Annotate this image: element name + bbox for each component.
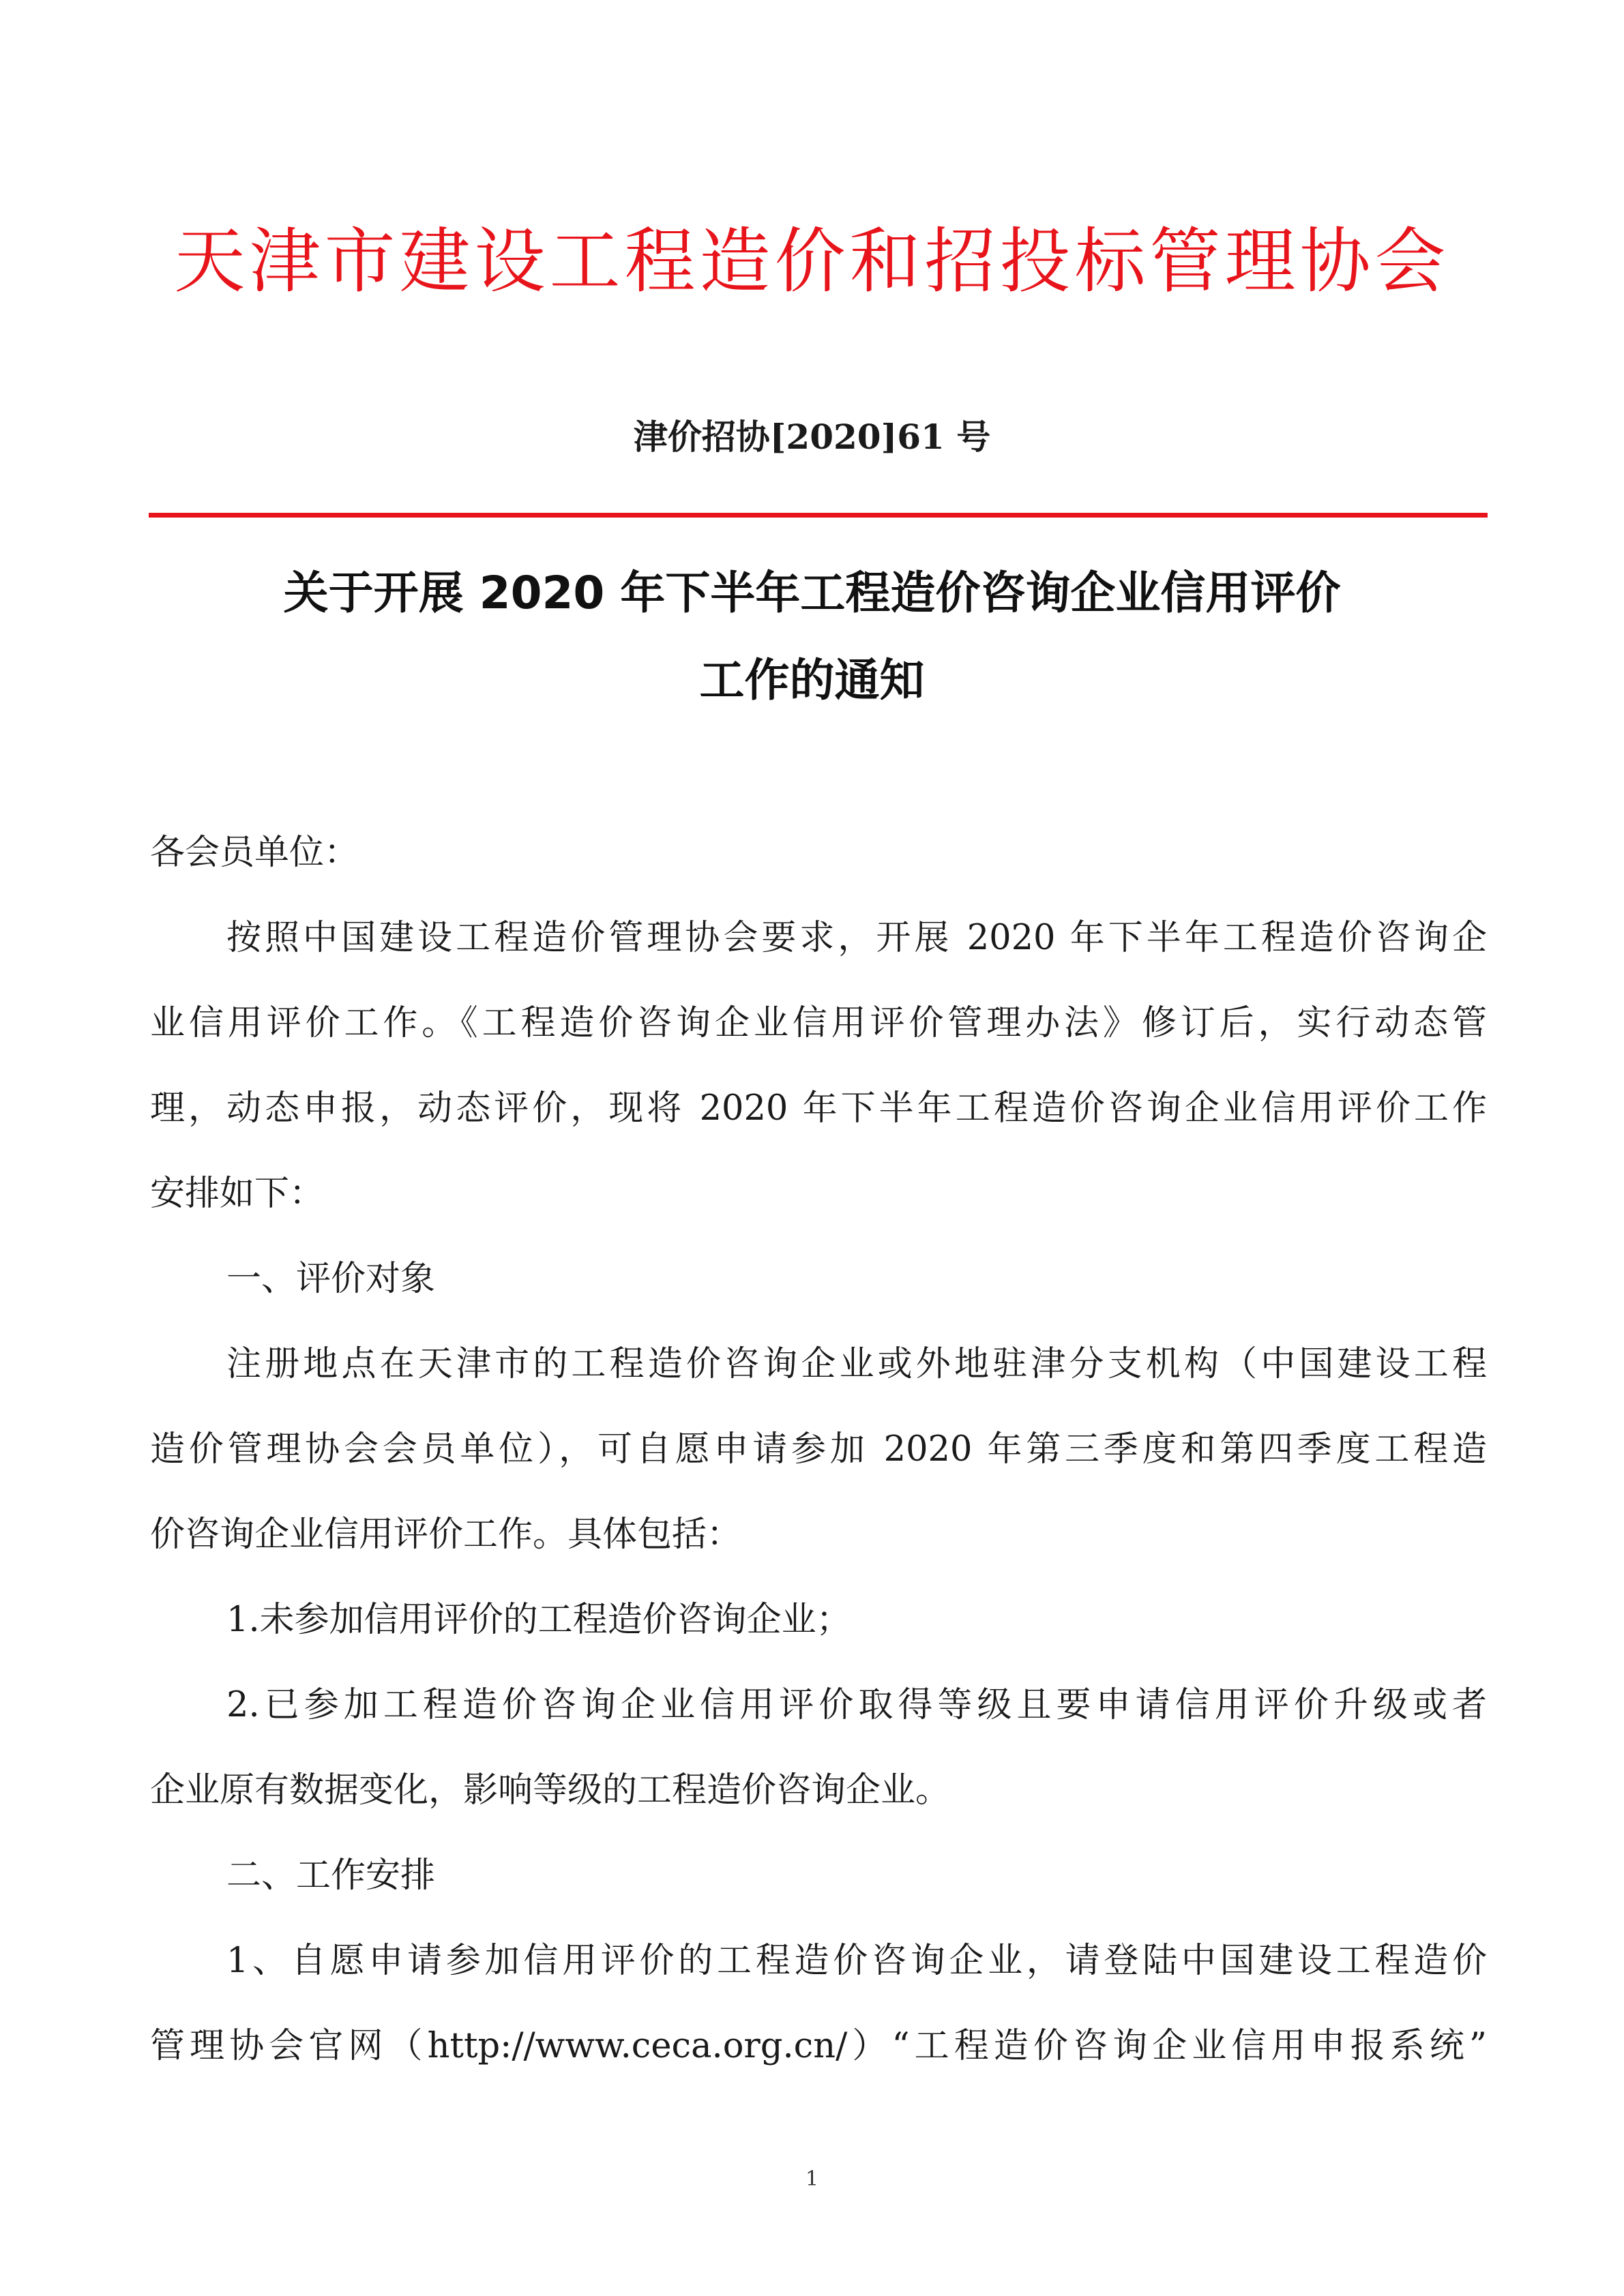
document-number: 津价招协[2020]61 号 xyxy=(633,417,991,457)
body-paragraph-line: 管理协会官网（http://www.ceca.org.cn/）“工程造价咨询企业信用申报系统” xyxy=(150,2026,1487,2066)
section-heading-evaluation-targets: 一、评价对象 xyxy=(226,1259,436,1299)
notice-title-line-1: 关于开展 2020 年下半年工程造价咨询企业信用评价 xyxy=(283,567,1341,619)
list-item-1: 1.未参加信用评价的工程造价咨询企业； xyxy=(226,1600,851,1640)
body-paragraph-line: 安排如下： xyxy=(150,1174,325,1214)
body-paragraph-line: 造价管理协会会员单位），可自愿申请参加 2020 年第三季度和第四季度工程造 xyxy=(150,1429,1487,1470)
list-item-2: 2.已参加工程造价咨询企业信用评价取得等级且要申请信用评价升级或者 xyxy=(226,1685,1487,1725)
organization-letterhead-title: 天津市建设工程造价和招投标管理协会 xyxy=(174,220,1450,303)
list-item-2-continuation: 企业原有数据变化，影响等级的工程造价咨询企业。 xyxy=(150,1770,951,1810)
body-paragraph-line: 注册地点在天津市的工程造价咨询企业或外地驻津分支机构（中国建设工程 xyxy=(226,1344,1487,1384)
section-heading-work-arrangement: 二、工作安排 xyxy=(226,1855,436,1896)
salutation: 各会员单位： xyxy=(150,833,359,873)
red-divider-line xyxy=(149,513,1488,518)
notice-title-line-2: 工作的通知 xyxy=(699,654,925,706)
body-paragraph-line: 1、自愿申请参加信用评价的工程造价咨询企业，请登陆中国建设工程造价 xyxy=(226,1941,1487,1981)
body-paragraph-line: 按照中国建设工程造价管理协会要求，开展 2020 年下半年工程造价咨询企 xyxy=(226,918,1487,958)
body-paragraph-line: 价咨询企业信用评价工作。具体包括： xyxy=(150,1515,742,1555)
page-number: 1 xyxy=(805,2167,819,2191)
body-paragraph-line: 业信用评价工作。《工程造价咨询企业信用评价管理办法》修订后，实行动态管 xyxy=(150,1003,1487,1043)
body-paragraph-line: 理，动态申报，动态评价，现将 2020 年下半年工程造价咨询企业信用评价工作 xyxy=(150,1088,1487,1129)
